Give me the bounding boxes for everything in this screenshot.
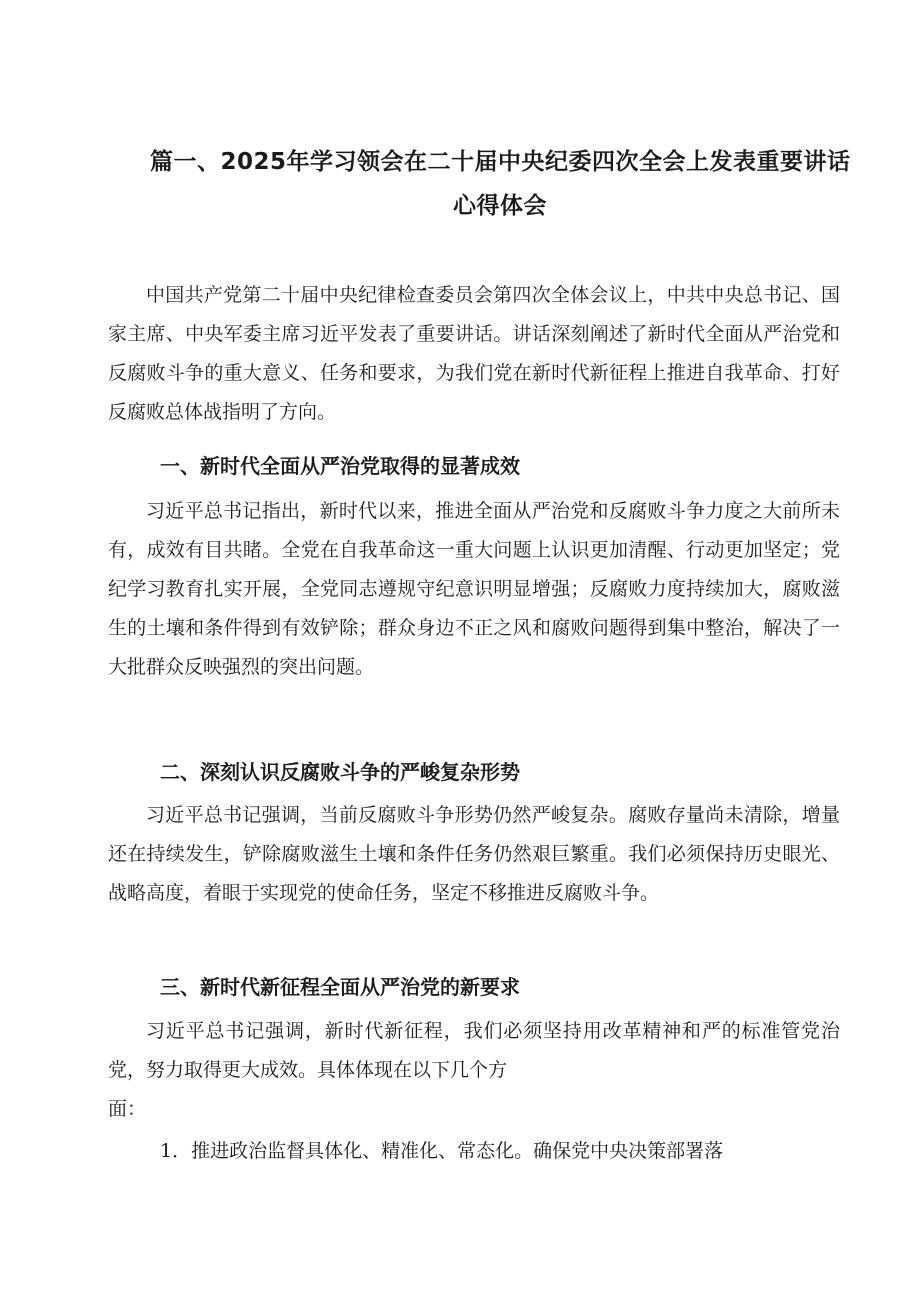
section-2-paragraph: 习近平总书记强调，当前反腐败斗争形势仍然严峻复杂。腐败存量尚未清除，增量还在持续发生，铲除腐败滋生土壤和条件任务仍然艰巨繁重。我们必须保持历史眼光、战略高度，着眼于实现党的使命任务，坚定不移推进反腐败斗争。 [108,804,840,904]
section-1-paragraph: 习近平总书记指出，新时代以来，推进全面从严治党和反腐败斗争力度之大前所未有，成效有目共睹。全党在自我革命这一重大问题上认识更加清醒、行动更加坚定；党纪学习教育扎实开展，全党同志遵规守纪意识明显增强；反腐败力度持续加大，腐败滋生的土壤和条件得到有效铲除；群众身边不正之风和腐败问题得到集中整治，解决了一大批群众反映强烈的突出问题。 [108,500,840,678]
section-3-paragraph-tail: 面： [108,1098,147,1120]
document-title [150,140,850,228]
list-item-1: 1．推进政治监督具体化、精准化、常态化。确保党中央决策部署落 [160,1140,724,1162]
section-2-heading: 二、深刻认识反腐败斗争的严峻复杂形势 [160,760,520,784]
intro-paragraph: 中国共产党第二十届中央纪律检查委员会第四次全体会议上，中共中央总书记、国家主席、中央军委主席习近平发表了重要讲话。讲话深刻阐述了新时代全面从严治党和反腐败斗争的重大意义、任务和要求，为我们党在新时代新征程上推进自我革命、打好反腐败总体战指明了方向。 [108,284,840,423]
section-3-paragraph: 习近平总书记强调，新时代新征程，我们必须坚持用改革精神和严的标准管党治党，努力取得更大成效。具体体现在以下几个方 [108,1020,840,1081]
section-1-heading: 一、新时代全面从严治党取得的显著成效 [160,454,520,478]
title-line-1: 篇一、2025年学习领会在二十届中央纪委四次全会上发表重要讲话 [150,149,851,175]
section-3-heading: 三、新时代新征程全面从严治党的新要求 [160,975,520,999]
title-line-2: 心得体会 [453,193,547,219]
